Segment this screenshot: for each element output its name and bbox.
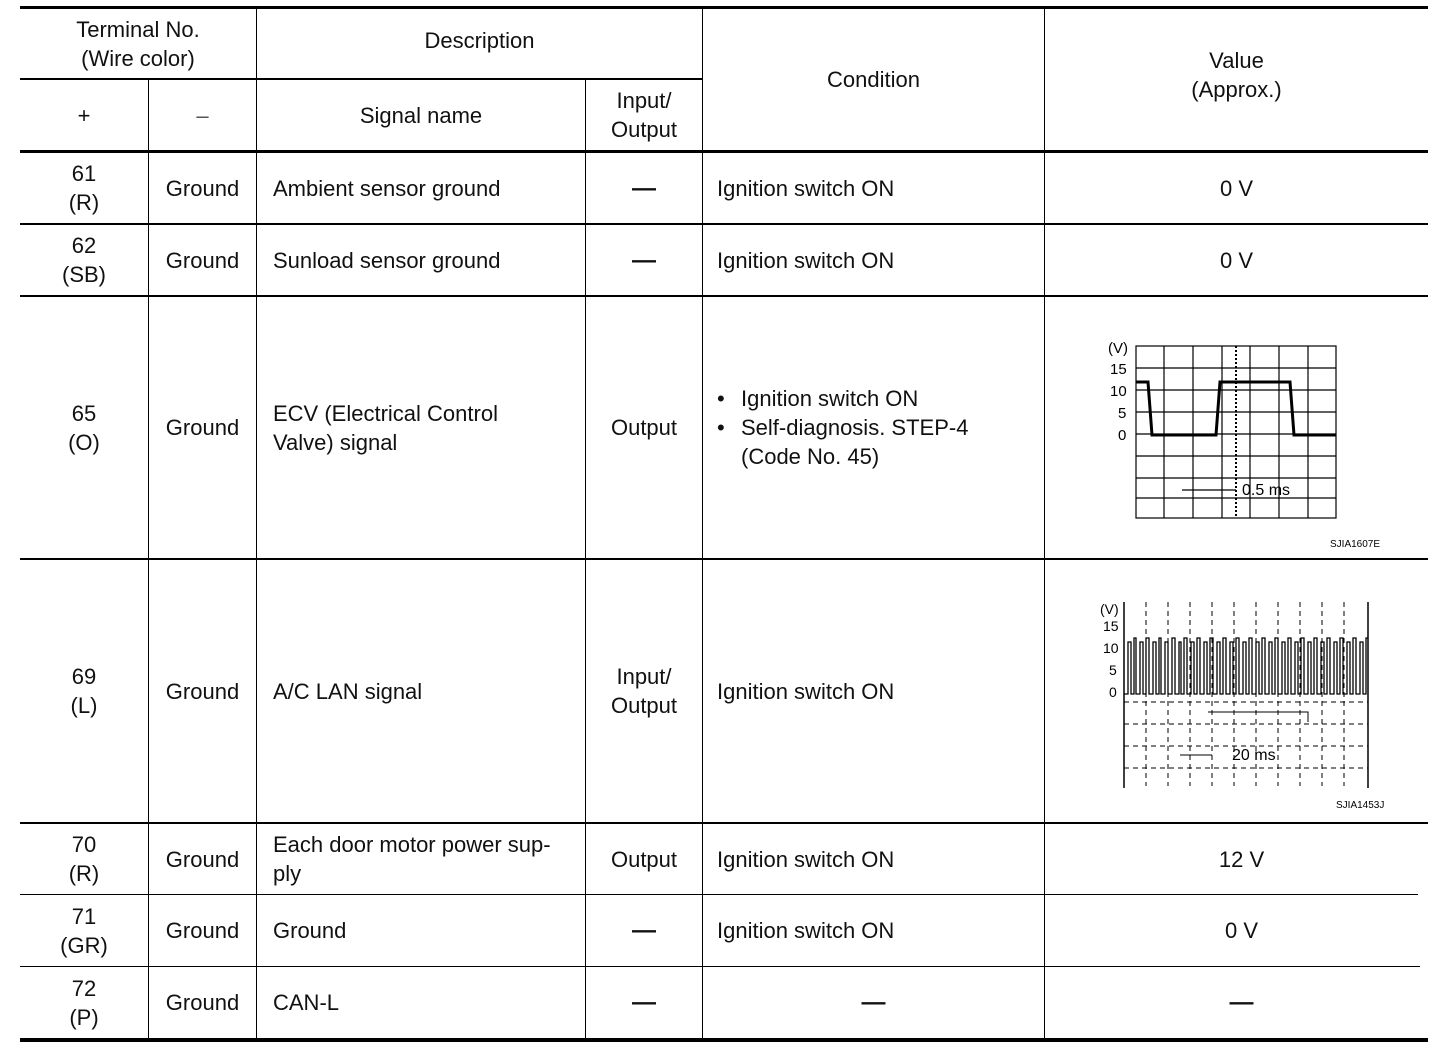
waveform-y-tick: 0: [1118, 427, 1127, 444]
io-cell: Output: [610, 415, 678, 440]
terminal-no-header: Terminal No. (Wire color): [76, 16, 200, 71]
condition-cell: Ignition switch ON: [717, 678, 895, 704]
terminal-cell: 72 (P): [69, 975, 99, 1030]
terminal-cell: 65 (O): [68, 400, 100, 455]
signal-name-header: Signal name: [359, 102, 483, 128]
condition-cell: [703, 297, 1044, 558]
figure-id: SJIA1453J: [1336, 800, 1385, 808]
io-cell: Output: [610, 846, 678, 872]
terminal-table: [20, 6, 1428, 1042]
condition-header: Condition: [827, 67, 920, 92]
io-cell: —: [632, 246, 656, 274]
waveform-y-tick: 5: [1109, 662, 1117, 678]
ground-cell: Ground: [165, 415, 240, 440]
value-cell: 0 V: [1219, 175, 1254, 201]
terminal-cell: 62 (SB): [62, 233, 106, 287]
ground-cell: Ground: [165, 918, 240, 943]
io-cell: —: [632, 917, 656, 944]
waveform-trace: [1124, 638, 1368, 694]
signal-name-cell: Sunload sensor ground: [273, 247, 501, 273]
io-cell: —: [632, 989, 656, 1016]
waveform-y-tick: 15: [1110, 361, 1127, 378]
terminal-cell: 61 (R): [68, 161, 100, 215]
lan-waveform-figure: [1098, 598, 1408, 808]
condition-cell: Ignition switch ON: [717, 247, 895, 273]
value-header: Value (Approx.): [1191, 47, 1282, 102]
ground-cell: Ground: [165, 175, 240, 201]
value-cell: —: [1229, 989, 1254, 1016]
signal-name-cell: Each door motor power sup- ply: [273, 832, 551, 886]
waveform-unit-label: (V): [1108, 340, 1128, 357]
condition-cell: Ignition switch ON: [717, 918, 895, 943]
minus-header: –: [196, 102, 209, 128]
figure-id: SJIA1607E: [1330, 539, 1381, 548]
ground-cell: Ground: [165, 846, 240, 872]
signal-name-cell: CAN-L: [273, 990, 340, 1015]
ecv-waveform-figure: [1100, 338, 1400, 548]
ground-cell: Ground: [165, 990, 240, 1015]
waveform-y-tick: 0: [1109, 684, 1117, 700]
value-cell: 0 V: [1224, 918, 1259, 943]
plus-header: +: [77, 102, 91, 128]
condition-cell: Ignition switch ON: [717, 175, 895, 201]
waveform-y-tick: 10: [1103, 640, 1119, 656]
condition-cell: Ignition switch ON: [717, 846, 895, 872]
value-cell: 0 V: [1219, 247, 1254, 273]
waveform-y-tick: 5: [1118, 405, 1127, 422]
condition-item: • Ignition switch ON: [717, 384, 968, 413]
signal-name-cell: A/C LAN signal: [273, 678, 423, 704]
waveform-time-label: 0.5 ms: [1242, 482, 1291, 499]
waveform-time-label: 20 ms: [1232, 747, 1276, 764]
condition-list: [717, 384, 968, 471]
input-output-header: Input/ Output: [610, 88, 678, 142]
table-bottom-rule: [20, 1038, 1428, 1042]
waveform-unit-label: (V): [1100, 601, 1119, 617]
condition-item: • Self-diagnosis. STEP-4 (Code No. 45): [717, 413, 968, 471]
signal-name-cell: Ambient sensor ground: [273, 175, 501, 201]
signal-name-cell: ECV (Electrical Control Valve) signal: [273, 400, 498, 455]
condition-cell: —: [861, 989, 886, 1016]
terminal-cell: 70 (R): [68, 832, 100, 886]
waveform-bracket: [1208, 712, 1308, 722]
terminal-cell: 71 (GR): [60, 903, 108, 958]
ground-cell: Ground: [165, 678, 240, 704]
signal-name-cell: Ground: [273, 918, 347, 943]
terminal-cell: 69 (L): [70, 664, 98, 718]
waveform-y-tick: 10: [1110, 383, 1127, 400]
waveform-y-tick: 15: [1103, 618, 1119, 634]
io-cell: Input/ Output: [610, 664, 678, 718]
value-cell: 12 V: [1218, 846, 1265, 872]
ground-cell: Ground: [165, 247, 240, 273]
description-header: Description: [424, 28, 535, 53]
io-cell: —: [632, 174, 656, 202]
